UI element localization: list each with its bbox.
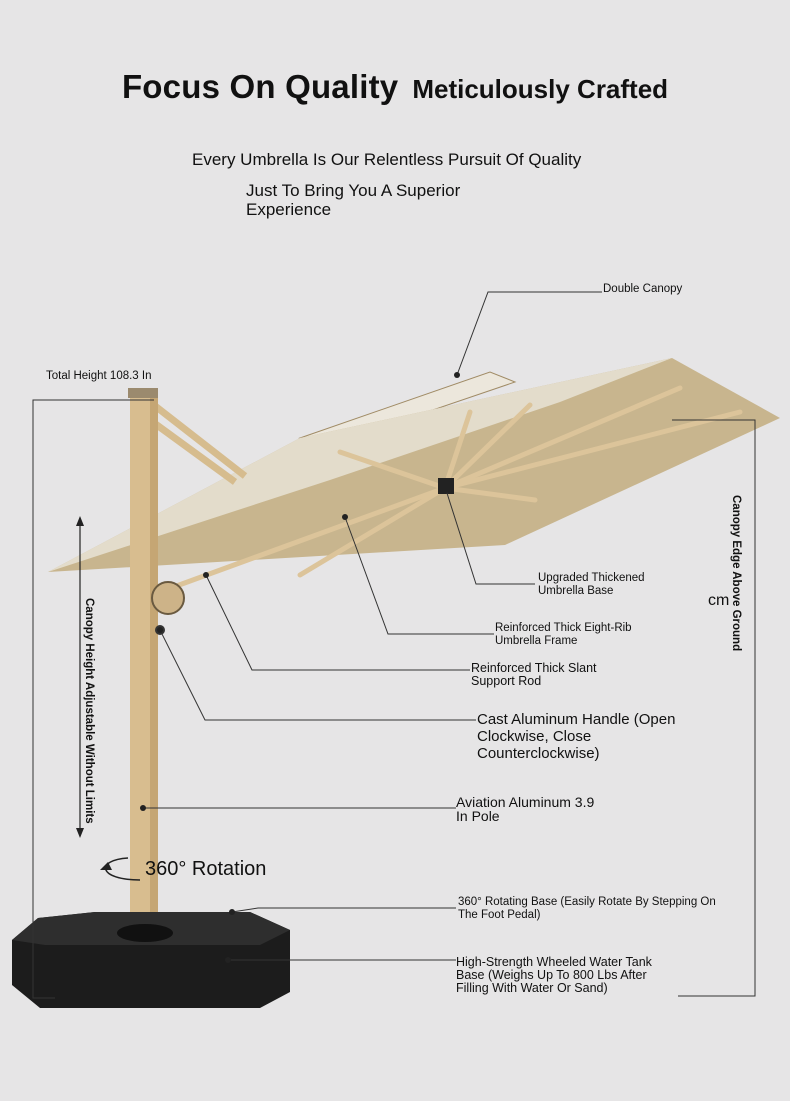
handle-label: Cast Aluminum Handle (Open Clockwise, Close Counterclockwise) xyxy=(477,711,676,762)
double-canopy-label: Double Canopy xyxy=(603,283,683,295)
subtitle-1: Every Umbrella Is Our Relentless Pursuit Of Quality xyxy=(192,150,582,169)
pole-label: Aviation Aluminum 3.9 In Pole xyxy=(456,794,595,824)
umbrella-base-label: Upgraded Thickened Umbrella Base xyxy=(538,572,645,597)
eight-rib-frame-label: Reinforced Thick Eight-Rib Umbrella Frame xyxy=(495,622,632,647)
rotating-base-label: 360° Rotating Base (Easily Rotate By Stepping On The Foot Pedal) xyxy=(458,896,716,921)
title-secondary: Meticulously Crafted xyxy=(412,74,669,104)
unit-label: cm xyxy=(708,592,730,609)
water-tank-base-label: High-Strength Wheeled Water Tank Base (Weighs Up To 800 Lbs After Filling With Water Or Sand) xyxy=(456,955,652,995)
subtitle-2: Just To Bring You A Superior Experience xyxy=(246,181,461,219)
canopy-height-adjustable-label: Canopy Height Adjustable Without Limits xyxy=(83,598,95,824)
pole-cap xyxy=(128,388,158,398)
handle xyxy=(152,582,184,614)
rotation-label: 360° Rotation xyxy=(145,858,267,880)
page-title xyxy=(0,68,790,106)
title-main: Focus On Quality xyxy=(121,68,399,105)
canopy-edge-label: Canopy Edge Above Ground xyxy=(730,495,742,652)
total-height-label: Total Height 108.3 In xyxy=(46,370,152,382)
slant-support-label: Reinforced Thick Slant Support Rod xyxy=(471,661,597,688)
